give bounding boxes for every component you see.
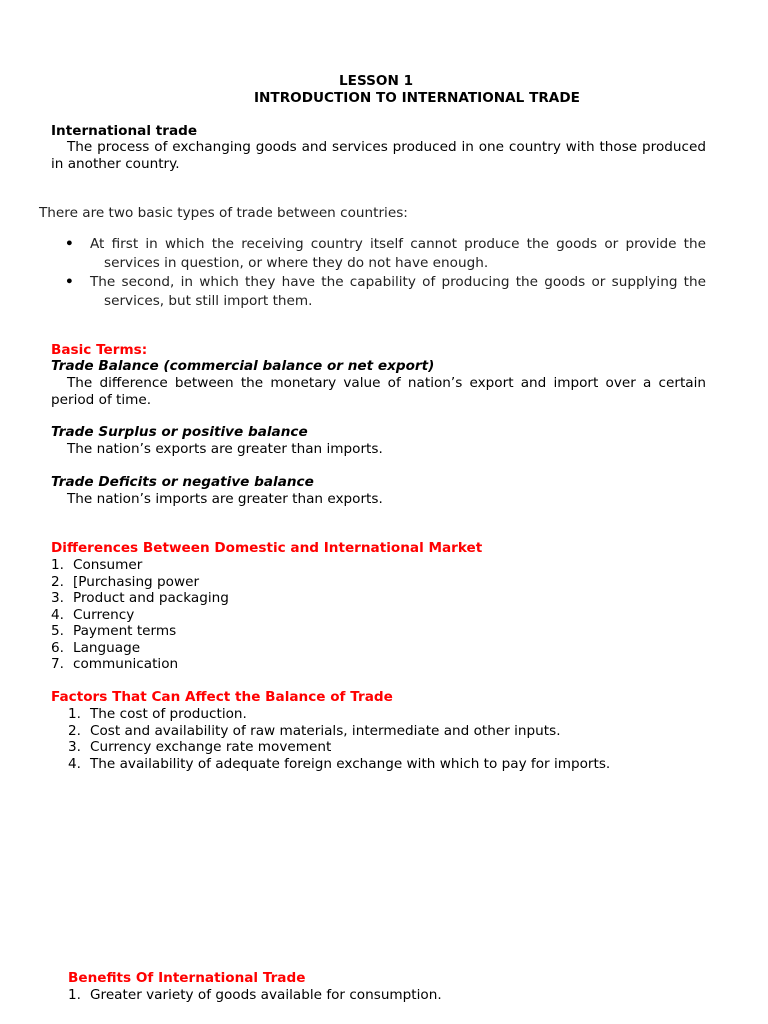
list-number: 2. (51, 573, 64, 590)
list-item (68, 739, 610, 756)
list-item (60, 235, 706, 273)
list-item-text: [Purchasing power (73, 573, 200, 590)
list-item-text: Currency (73, 606, 135, 623)
list-number: 1. (68, 706, 81, 722)
definition-trade-deficits: The nation’s imports are greater than exports. (67, 491, 383, 507)
list-number: 4. (68, 755, 81, 772)
list-number: 7. (51, 656, 64, 672)
lesson-title: INTRODUCTION TO INTERNATIONAL TRADE (254, 90, 580, 106)
list-number: 3. (68, 739, 81, 755)
benefits-list (68, 987, 442, 1004)
term-trade-surplus: Trade Surplus or positive balance (51, 424, 308, 440)
list-item (68, 756, 610, 773)
bullet-icon: • (65, 236, 74, 252)
types-lead: There are two basic types of trade between countries: (39, 205, 408, 221)
list-item (51, 607, 229, 624)
basic-terms-heading: Basic Terms: (51, 342, 148, 358)
list-item (51, 640, 229, 657)
factors-heading: Factors That Can Affect the Balance of Trade (51, 689, 393, 705)
term-trade-balance: Trade Balance (commercial balance or net export) (51, 358, 435, 374)
list-item-text: The availability of adequate foreign exchange with which to pay for imports. (90, 755, 611, 772)
list-number: 3. (51, 590, 64, 606)
list-item-text: communication (73, 656, 179, 672)
benefits-heading: Benefits Of International Trade (68, 970, 306, 986)
definition-trade-surplus: The nation’s exports are greater than imports. (67, 441, 383, 457)
list-number: 4. (51, 606, 64, 623)
bullet-icon: • (65, 274, 74, 290)
list-item-text: The cost of production. (90, 706, 247, 722)
list-item-text: At first in which the receiving country itself cannot produce the goods or provide the services in question, or where they do not have enough. (90, 236, 706, 271)
intro-definition: The process of exchanging goods and services produced in one country with those produced in another country. (51, 139, 706, 172)
list-item-text: Payment terms (73, 623, 177, 639)
lesson-number: LESSON 1 (339, 73, 414, 89)
differences-heading: Differences Between Domestic and International Market (51, 540, 483, 556)
list-item (51, 574, 229, 591)
list-number: 5. (51, 623, 64, 639)
differences-list (51, 557, 229, 673)
list-item (51, 557, 229, 574)
list-item-text: Consumer (73, 557, 143, 573)
list-item-text: The second, in which they have the capability of producing the goods or supplying the services, but still import them. (90, 274, 706, 309)
list-item (51, 623, 229, 640)
list-item-text: Currency exchange rate movement (90, 739, 332, 755)
list-number: 1. (51, 557, 64, 573)
list-item-text: Cost and availability of raw materials, intermediate and other inputs. (90, 722, 561, 739)
factors-list (68, 706, 610, 772)
intro-heading: International trade (51, 123, 198, 139)
list-number: 6. (51, 639, 64, 656)
list-item (68, 723, 610, 740)
term-trade-deficits: Trade Deficits or negative balance (51, 474, 314, 490)
list-number: 2. (68, 722, 81, 739)
list-number: 1. (68, 987, 81, 1003)
list-item-text: Language (73, 639, 141, 656)
list-item (68, 706, 610, 723)
list-item-text: Product and packaging (73, 590, 229, 606)
definition-trade-balance: The difference between the monetary value of nation’s export and import over a certain period of time. (51, 375, 706, 408)
list-item (51, 656, 229, 673)
list-item (51, 590, 229, 607)
list-item-text: Greater variety of goods available for consumption. (90, 987, 442, 1003)
list-item (60, 273, 706, 311)
types-list (60, 235, 706, 311)
list-item (68, 987, 442, 1004)
